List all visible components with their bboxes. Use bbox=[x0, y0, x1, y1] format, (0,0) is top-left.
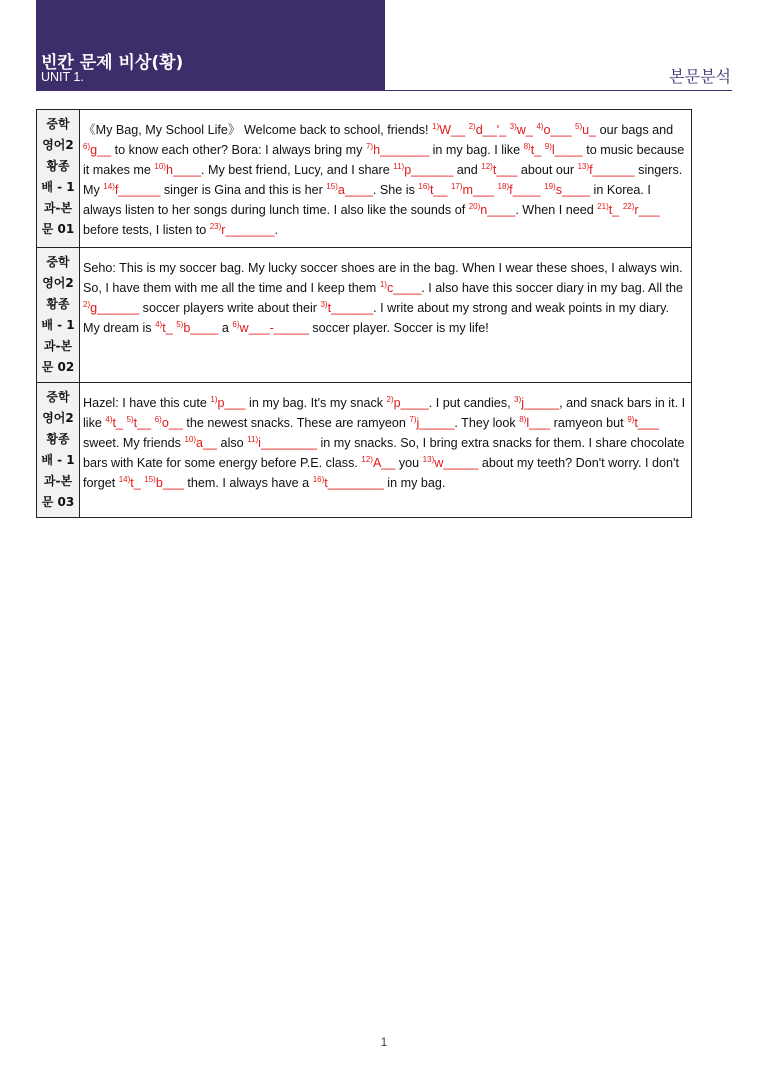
blank-number: 7) bbox=[409, 415, 417, 424]
blank-item bbox=[481, 163, 517, 177]
blank-number: 11) bbox=[393, 162, 405, 171]
blank-hint: t__ bbox=[133, 416, 152, 430]
passage-fragment: soccer player. Soccer is my life! bbox=[308, 321, 489, 335]
blank-hint: p____ bbox=[393, 396, 429, 410]
blank-item bbox=[469, 203, 516, 217]
row-label-line: 황종 bbox=[46, 159, 70, 173]
passage-row bbox=[37, 110, 692, 248]
header-band bbox=[36, 0, 385, 91]
blank-number: 2) bbox=[468, 122, 476, 131]
blank-hint: a____ bbox=[337, 183, 373, 197]
blank-number: 6) bbox=[232, 320, 240, 329]
passage-fragment: a bbox=[218, 321, 233, 335]
blank-number: 21) bbox=[597, 202, 609, 211]
blank-number: 17) bbox=[450, 182, 463, 191]
blank-number: 13) bbox=[422, 455, 435, 464]
row-label-line: 문 02 bbox=[41, 360, 75, 374]
passage-fragment: to music because it makes me bbox=[83, 143, 685, 177]
passage-fragment: in my bag. It's my snack bbox=[245, 396, 387, 410]
passage-fragment: before tests, I listen to bbox=[83, 223, 210, 237]
worksheet-title: 빈칸 문제 비상(황) bbox=[41, 53, 184, 73]
blank-hint: r_______ bbox=[221, 223, 275, 237]
blank-item bbox=[105, 416, 123, 430]
row-label bbox=[37, 383, 80, 518]
blank-number: 8) bbox=[519, 415, 527, 424]
blank-hint: m___ bbox=[462, 183, 495, 197]
blank-item bbox=[536, 123, 571, 137]
blank-item bbox=[544, 183, 590, 197]
blank-number: 12) bbox=[361, 455, 373, 464]
blank-hint: t_ bbox=[162, 321, 173, 335]
blank-hint: g__ bbox=[90, 143, 112, 157]
blank-item bbox=[232, 321, 308, 335]
row-label-line: 문 03 bbox=[41, 495, 75, 509]
blank-item bbox=[409, 416, 454, 430]
blank-hint: b___ bbox=[155, 476, 184, 490]
passage-fragment: about my teeth? Don't worry. I don't forget bbox=[83, 456, 679, 490]
row-label-line: 과-본 bbox=[43, 339, 73, 353]
row-label-line: 배 - 1 bbox=[41, 453, 75, 467]
blank-number: 11) bbox=[247, 435, 259, 444]
blank-number: 16) bbox=[418, 182, 430, 191]
blank-number: 14) bbox=[103, 182, 115, 191]
passage-table bbox=[36, 109, 692, 518]
blank-item bbox=[597, 203, 619, 217]
passage-fragment: in my snacks. So, I bring extra snacks for them. I share chocolate bars with Kate for some energy before P.E. class. bbox=[83, 436, 685, 470]
blank-hint: t________ bbox=[324, 476, 384, 490]
blank-item bbox=[154, 163, 201, 177]
blank-hint: g______ bbox=[90, 301, 140, 315]
passage-fragment: . She is bbox=[372, 183, 419, 197]
passage-fragment: also bbox=[217, 436, 248, 450]
row-label-line: 배 - 1 bbox=[41, 180, 75, 194]
blank-number: 1) bbox=[210, 395, 218, 404]
passage-fragment: soccer players write about their bbox=[139, 301, 321, 315]
blank-hint: h_______ bbox=[373, 143, 430, 157]
blank-hint: o___ bbox=[543, 123, 572, 137]
passage-fragment: you bbox=[395, 456, 423, 470]
blank-hint: t_ bbox=[130, 476, 141, 490]
blank-item bbox=[432, 123, 465, 137]
blank-number: 18) bbox=[497, 182, 510, 191]
blank-hint: w___-_____ bbox=[239, 321, 309, 335]
row-label bbox=[37, 110, 80, 248]
passage-fragment: . My best friend, Lucy, and I share bbox=[200, 163, 394, 177]
unit-label: UNIT 1. bbox=[41, 70, 84, 84]
blank-hint: t___ bbox=[634, 416, 659, 430]
blank-item bbox=[578, 163, 635, 177]
blank-item bbox=[418, 183, 447, 197]
blank-item bbox=[510, 123, 533, 137]
blank-number: 4) bbox=[536, 122, 544, 131]
blank-hint: f____ bbox=[509, 183, 541, 197]
blank-number: 4) bbox=[155, 320, 163, 329]
blank-number: 10) bbox=[184, 435, 197, 444]
blank-hint: h____ bbox=[165, 163, 201, 177]
blank-number: 19) bbox=[544, 182, 556, 191]
blank-hint: i________ bbox=[258, 436, 317, 450]
blank-hint: t__ bbox=[429, 183, 448, 197]
section-label: 본문분석 bbox=[669, 67, 731, 86]
blank-number: 1) bbox=[432, 122, 440, 131]
blank-hint: o__ bbox=[161, 416, 183, 430]
blank-number: 6) bbox=[83, 142, 91, 151]
passage-fragment: and bbox=[453, 163, 482, 177]
blank-number: 5) bbox=[176, 320, 184, 329]
blank-hint: w_____ bbox=[434, 456, 479, 470]
blank-item bbox=[524, 143, 542, 157]
row-label-line: 배 - 1 bbox=[41, 318, 75, 332]
blank-hint: j_____ bbox=[521, 396, 560, 410]
blank-number: 1) bbox=[379, 280, 387, 289]
row-label-line: 황종 bbox=[46, 432, 70, 446]
passage-text bbox=[80, 248, 692, 383]
blank-item bbox=[184, 436, 217, 450]
blank-number: 3) bbox=[514, 395, 522, 404]
blank-item bbox=[103, 183, 160, 197]
blank-hint: s____ bbox=[555, 183, 591, 197]
blank-hint: t___ bbox=[492, 163, 518, 177]
blank-number: 9) bbox=[544, 142, 552, 151]
blank-number: 3) bbox=[320, 300, 328, 309]
blank-hint: t______ bbox=[327, 301, 374, 315]
passage-fragment: in my bag. I like bbox=[429, 143, 524, 157]
passage-fragment: 《My Bag, My School Life》 Welcome back to school, friends! bbox=[83, 123, 433, 137]
blank-item bbox=[127, 416, 152, 430]
blank-item bbox=[83, 143, 111, 157]
passage-row bbox=[37, 383, 692, 518]
blank-hint: a__ bbox=[196, 436, 218, 450]
blank-item bbox=[387, 396, 429, 410]
row-label-line: 과-본 bbox=[43, 474, 73, 488]
passage-fragment: , and snack bars in it. I like bbox=[83, 396, 686, 430]
row-label-line: 영어2 bbox=[42, 138, 74, 152]
blank-number: 12) bbox=[481, 162, 493, 171]
blank-item bbox=[326, 183, 373, 197]
blank-number: 22) bbox=[622, 202, 635, 211]
blank-item bbox=[423, 456, 479, 470]
passage-fragment: Seho: This is my soccer bag. My lucky soccer shoes are in the bag. When I wear these shoes, I always win. So, I have them with me all the time and I keep them bbox=[83, 261, 683, 295]
blank-hint: b____ bbox=[183, 321, 219, 335]
passage-fragment: to know each other? Bora: I always bring my bbox=[111, 143, 366, 157]
blank-item bbox=[210, 396, 245, 410]
blank-item bbox=[545, 143, 583, 157]
blank-hint: f______ bbox=[114, 183, 161, 197]
passage-fragment: them. I always have a bbox=[183, 476, 313, 490]
passage-fragment: about our bbox=[517, 163, 578, 177]
blank-number: 6) bbox=[154, 415, 162, 424]
blank-hint: A__ bbox=[372, 456, 396, 470]
blank-item bbox=[176, 321, 218, 335]
blank-hint: j_____ bbox=[416, 416, 455, 430]
blank-hint: u_ bbox=[582, 123, 597, 137]
blank-item bbox=[469, 123, 507, 137]
passage-fragment: singer is Gina and this is her bbox=[160, 183, 327, 197]
blank-number: 13) bbox=[577, 162, 590, 171]
blank-item bbox=[320, 301, 373, 315]
header-rule bbox=[385, 90, 732, 91]
blank-hint: t_ bbox=[608, 203, 620, 217]
blank-number: 3) bbox=[509, 122, 517, 131]
blank-hint: r___ bbox=[634, 203, 660, 217]
blank-hint: p___ bbox=[217, 396, 246, 410]
blank-hint: l____ bbox=[551, 143, 583, 157]
passage-fragment: singers. My bbox=[83, 163, 683, 197]
blank-item bbox=[83, 301, 139, 315]
row-label-line: 중학 bbox=[46, 390, 70, 404]
blank-number: 7) bbox=[365, 142, 374, 151]
passage-fragment: sweet. My friends bbox=[83, 436, 185, 450]
blank-item bbox=[498, 183, 541, 197]
blank-number: 15) bbox=[326, 182, 338, 191]
blank-hint: W__ bbox=[439, 123, 466, 137]
passage-fragment: . I also have this soccer diary in my bag. All the bbox=[421, 281, 684, 295]
row-label bbox=[37, 248, 80, 383]
row-label-line: 영어2 bbox=[42, 411, 74, 425]
blank-item bbox=[247, 436, 317, 450]
blank-number: 4) bbox=[105, 415, 113, 424]
passage-fragment: Hazel: I have this cute bbox=[83, 396, 211, 410]
blank-item bbox=[119, 476, 141, 490]
blank-item bbox=[155, 321, 173, 335]
passage-fragment: . bbox=[274, 223, 278, 237]
blank-item bbox=[393, 163, 453, 177]
blank-item bbox=[313, 476, 384, 490]
page-number: 1 bbox=[380, 1035, 388, 1049]
passage-fragment: . They look bbox=[454, 416, 520, 430]
blank-hint: l___ bbox=[526, 416, 551, 430]
blank-number: 9) bbox=[627, 415, 635, 424]
row-label-line: 중학 bbox=[46, 255, 70, 269]
blank-item bbox=[361, 456, 395, 470]
passage-fragment: . When I need bbox=[515, 203, 598, 217]
blank-number: 8) bbox=[523, 142, 531, 151]
passage-fragment: the newest snacks. These are ramyeon bbox=[182, 416, 410, 430]
blank-hint: n____ bbox=[480, 203, 516, 217]
blank-number: 2) bbox=[83, 300, 91, 309]
blank-item bbox=[155, 416, 183, 430]
blank-item bbox=[144, 476, 184, 490]
blank-number: 5) bbox=[575, 122, 583, 131]
blank-item bbox=[623, 203, 660, 217]
row-label-line: 과-본 bbox=[43, 201, 73, 215]
blank-hint: t_ bbox=[112, 416, 124, 430]
row-label-line: 중학 bbox=[46, 117, 70, 131]
row-label-line: 문 01 bbox=[41, 222, 75, 236]
blank-hint: c____ bbox=[386, 281, 422, 295]
blank-item bbox=[451, 183, 494, 197]
blank-hint: t_ bbox=[530, 143, 542, 157]
passage-text bbox=[80, 110, 692, 248]
blank-number: 5) bbox=[126, 415, 134, 424]
blank-number: 15) bbox=[144, 475, 156, 484]
passage-fragment: in Korea. I always listen to her songs during lunch time. I also like the sounds of bbox=[83, 183, 651, 217]
blank-hint: f______ bbox=[589, 163, 635, 177]
passage-fragment: our bags and bbox=[596, 123, 674, 137]
blank-item bbox=[519, 416, 550, 430]
blank-hint: d__'_ bbox=[475, 123, 507, 137]
passage-fragment: . I write about my strong and weak points in my diary. My dream is bbox=[83, 301, 669, 335]
row-label-line: 영어2 bbox=[42, 276, 74, 290]
blank-number: 23) bbox=[209, 222, 222, 231]
blank-number: 10) bbox=[154, 162, 166, 171]
blank-item bbox=[627, 416, 659, 430]
blank-item bbox=[380, 281, 421, 295]
blank-item bbox=[366, 143, 429, 157]
row-label-line: 황종 bbox=[46, 297, 70, 311]
blank-number: 16) bbox=[312, 475, 325, 484]
blank-hint: p______ bbox=[404, 163, 454, 177]
passage-fragment: . I put candies, bbox=[428, 396, 515, 410]
blank-item bbox=[575, 123, 596, 137]
blank-number: 14) bbox=[118, 475, 131, 484]
blank-item bbox=[514, 396, 559, 410]
blank-hint: w_ bbox=[516, 123, 533, 137]
blank-number: 2) bbox=[386, 395, 394, 404]
blank-number: 20) bbox=[468, 202, 481, 211]
blank-item bbox=[210, 223, 275, 237]
passage-fragment: in my bag. bbox=[383, 476, 446, 490]
passage-row bbox=[37, 248, 692, 383]
passage-fragment: ramyeon but bbox=[550, 416, 628, 430]
passage-text bbox=[80, 383, 692, 518]
